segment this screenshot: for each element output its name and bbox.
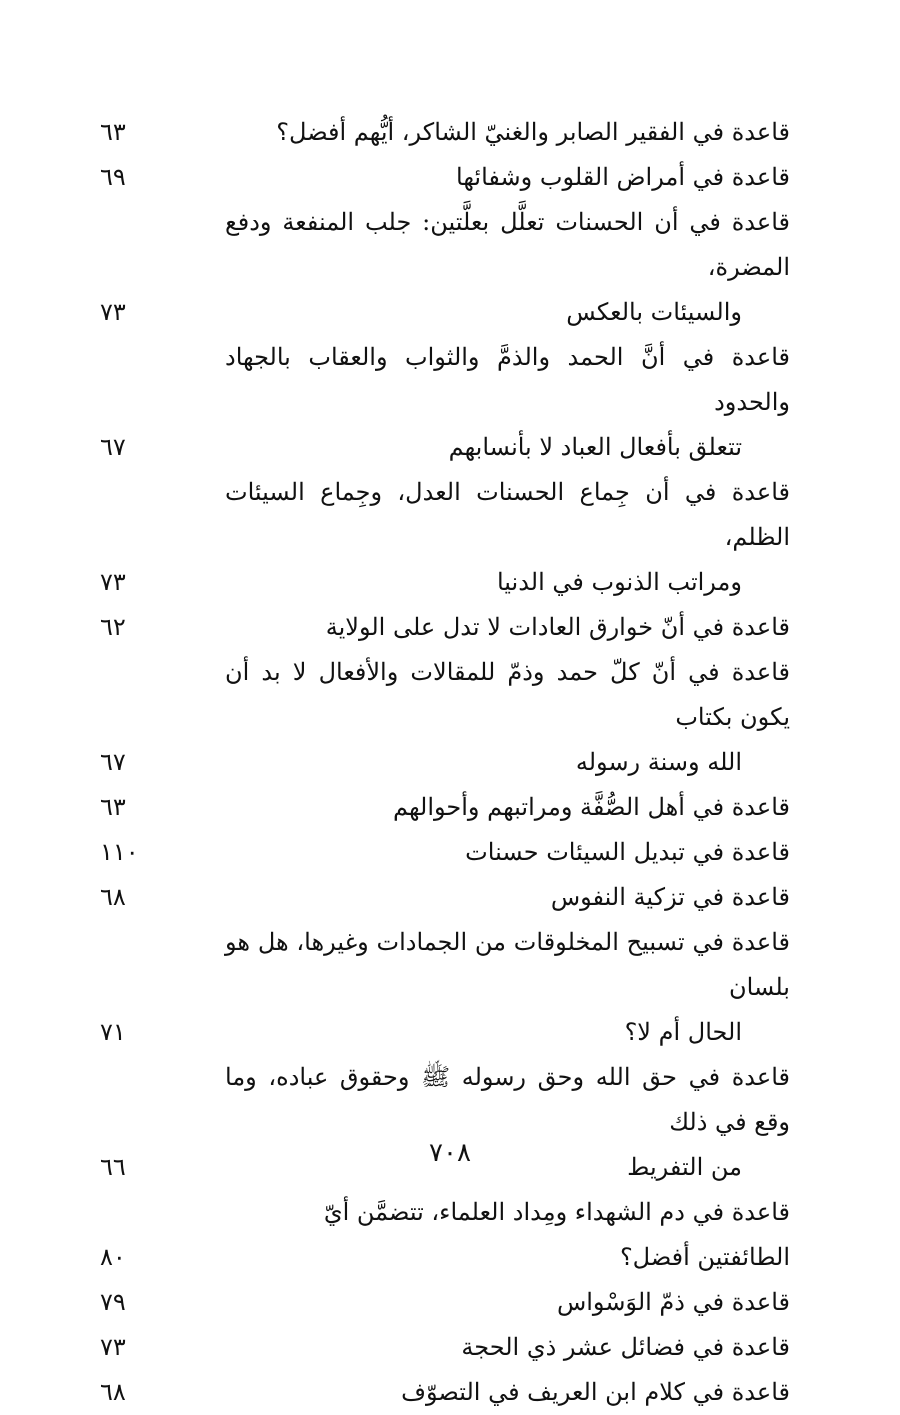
entry-page-number: ٧٣ bbox=[100, 1333, 126, 1361]
toc-entry bbox=[100, 470, 790, 605]
entry-title bbox=[225, 1370, 790, 1415]
entry-title bbox=[225, 470, 790, 605]
entry-page-number: ٦٧ bbox=[100, 433, 126, 461]
toc-entry bbox=[100, 1055, 790, 1190]
entry-title bbox=[225, 1325, 790, 1370]
entry-page-number: ٧١ bbox=[100, 1018, 126, 1046]
entry-page-number: ١١٠ bbox=[100, 838, 139, 866]
entry-title-line: قاعدة في ذمّ الوَسْواس bbox=[556, 1288, 790, 1316]
toc-entry bbox=[100, 155, 790, 200]
entry-title bbox=[225, 650, 790, 785]
table-of-contents bbox=[100, 110, 790, 1415]
toc-entry bbox=[100, 830, 790, 875]
entry-page-number: ٧٣ bbox=[100, 568, 126, 596]
entry-title bbox=[225, 1190, 790, 1280]
entry-title-line: قاعدة في تبديل السيئات حسنات bbox=[465, 838, 790, 866]
toc-entry bbox=[100, 605, 790, 650]
entry-page-number: ٦٦ bbox=[100, 1153, 126, 1181]
entry-page-number: ٦٨ bbox=[100, 1378, 126, 1406]
toc-entry bbox=[100, 785, 790, 830]
entry-title bbox=[225, 1280, 790, 1325]
entry-title-line: من التفريط bbox=[627, 1153, 742, 1181]
entry-title-line: والسيئات بالعكس bbox=[566, 298, 742, 326]
toc-entry bbox=[100, 110, 790, 155]
toc-entry bbox=[100, 875, 790, 920]
entry-title bbox=[225, 785, 790, 830]
toc-entry bbox=[100, 650, 790, 785]
entry-page-number: ٦٢ bbox=[100, 613, 126, 641]
entry-page-number: ٨٠ bbox=[100, 1243, 126, 1271]
toc-entry bbox=[100, 1325, 790, 1370]
entry-title-line: قاعدة في تسبيح المخلوقات من الجمادات وغيرها، هل هو بلسان bbox=[225, 928, 790, 1001]
entry-title-line: قاعدة في أنَّ الحمد والذمَّ والثواب والعقاب بالجهاد والحدود bbox=[225, 343, 790, 416]
entry-title bbox=[225, 335, 790, 470]
entry-title-line: قاعدة في أن الحسنات تعلَّل بعلَّتين: جلب المنفعة ودفع المضرة، bbox=[225, 208, 790, 281]
entry-title bbox=[225, 200, 790, 335]
entry-page-number: ٦٨ bbox=[100, 883, 126, 911]
page-number: ٧٠٨ bbox=[429, 1138, 471, 1168]
entry-page-number: ٦٩ bbox=[100, 163, 126, 191]
entry-title-line: قاعدة في الفقير الصابر والغنيّ الشاكر، أيُّهم أفضل؟ bbox=[276, 118, 790, 146]
entry-title-line: ومراتب الذنوب في الدنيا bbox=[496, 568, 742, 596]
entry-title-line: قاعدة في فضائل عشر ذي الحجة bbox=[461, 1333, 790, 1361]
entry-title-line: قاعدة في حق الله وحق رسوله ﷺ وحقوق عباده، وما وقع في ذلك bbox=[225, 1063, 790, 1136]
entry-page-number: ٦٧ bbox=[100, 748, 126, 776]
toc-entry bbox=[100, 1280, 790, 1325]
entry-title bbox=[225, 155, 790, 200]
toc-entry bbox=[100, 920, 790, 1055]
toc-entry bbox=[100, 200, 790, 335]
entry-title-line: قاعدة في أنّ خوارق العادات لا تدل على الولاية bbox=[325, 613, 790, 641]
entry-title-line: قاعدة في أهل الصُّفَّة ومراتبهم وأحوالهم bbox=[392, 793, 790, 821]
entry-title-line: قاعدة في دم الشهداء ومِداد العلماء، تتضمَّن أيّ الطائفتين أفضل؟ bbox=[323, 1198, 790, 1271]
entry-title bbox=[225, 605, 790, 650]
entry-title bbox=[225, 875, 790, 920]
entry-title-line: قاعدة في كلام ابن العريف في التصوّف bbox=[401, 1378, 790, 1406]
entry-title bbox=[225, 830, 790, 875]
entry-title bbox=[225, 1055, 790, 1190]
entry-title-line: قاعدة في أنّ كلّ حمد وذمّ للمقالات والأفعال لا بد أن يكون بكتاب bbox=[225, 658, 790, 731]
toc-entry bbox=[100, 1190, 790, 1280]
entry-title-line: تتعلق بأفعال العباد لا بأنسابهم bbox=[448, 433, 742, 461]
entry-title-line: قاعدة في أمراض القلوب وشفائها bbox=[456, 163, 790, 191]
entry-page-number: ٧٩ bbox=[100, 1288, 126, 1316]
entry-title-line: قاعدة في أن جِماع الحسنات العدل، وجِماع السيئات الظلم، bbox=[225, 478, 790, 551]
entry-page-number: ٧٣ bbox=[100, 298, 126, 326]
entry-page-number: ٦٣ bbox=[100, 118, 126, 146]
entry-title bbox=[225, 110, 790, 155]
entry-title bbox=[225, 920, 790, 1055]
entry-title-line: الحال أم لا؟ bbox=[624, 1018, 742, 1046]
toc-entry bbox=[100, 335, 790, 470]
entry-page-number: ٦٣ bbox=[100, 793, 126, 821]
entry-title-line: قاعدة في تزكية النفوس bbox=[550, 883, 790, 911]
toc-entry bbox=[100, 1370, 790, 1415]
entry-title-line: الله وسنة رسوله bbox=[575, 748, 742, 776]
